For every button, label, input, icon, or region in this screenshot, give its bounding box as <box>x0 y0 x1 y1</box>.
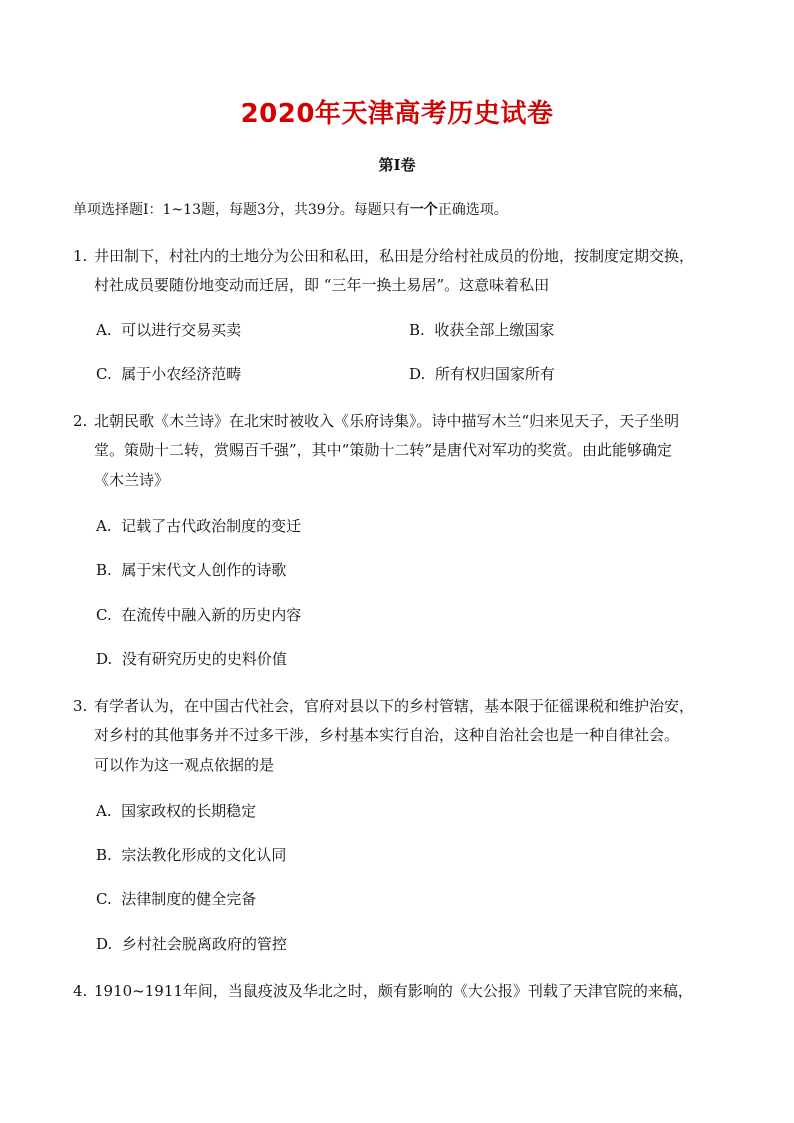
question-number: 3. <box>73 697 88 715</box>
question-number: 2. <box>73 412 88 430</box>
option-label: D. <box>409 365 426 383</box>
option-a[interactable] <box>96 317 241 343</box>
instructions-text-end: 正确选项。 <box>437 202 508 218</box>
option-label: B. <box>96 561 112 579</box>
option-label: A. <box>96 517 112 535</box>
option-text: 在流传中融入新的历史内容 <box>121 606 302 624</box>
option-c[interactable] <box>96 361 241 387</box>
option-label: A. <box>96 321 112 339</box>
option-label: C. <box>96 365 112 383</box>
question-text-line: 对乡村的其他事务并不过多干涉，乡村基本实行自治，这种自治社会也是一种自律社会。 <box>94 726 680 744</box>
instructions-text: 单项选择题I：1~13题，每题3分，共39分。每题只有 <box>73 202 410 218</box>
question-text-line: 堂。策勋十二转，赏赐百千强”，其中“策勋十二转”是唐代对军功的奖赏。由此能够确定 <box>94 441 673 459</box>
option-label: B. <box>96 846 112 864</box>
exam-title: 2020年天津高考历史试卷 <box>240 99 554 129</box>
question-text-line: 北朝民歌《木兰诗》在北宋时被收入《乐府诗集》。诗中描写木兰“归来见天子，天子坐明 <box>94 412 680 430</box>
option-b[interactable] <box>96 557 286 583</box>
option-label: D. <box>96 935 113 953</box>
question-text-line: 1910~1911年间，当鼠疫波及华北之时，颇有影响的《大公报》刊载了天津官院的来稿， <box>94 982 693 1000</box>
option-d[interactable] <box>409 361 555 387</box>
option-a[interactable] <box>96 798 256 824</box>
section-heading: 第I卷 <box>378 156 416 174</box>
option-c[interactable] <box>96 602 301 628</box>
option-label: A. <box>96 802 112 820</box>
option-b[interactable] <box>409 317 554 343</box>
option-text: 没有研究历史的史料价值 <box>121 650 287 668</box>
instructions-emphasis: 一个 <box>409 202 438 218</box>
question-number: 1. <box>73 247 88 265</box>
instructions <box>73 198 508 222</box>
option-text: 属于宋代文人创作的诗歌 <box>121 561 287 579</box>
question-text-line: 可以作为这一观点依据的是 <box>94 756 275 774</box>
option-text: 记载了古代政治制度的变迁 <box>121 517 302 535</box>
question-text-line: 村社成员要随份地变动而迁居，即 “三年一换土易居”。这意味着私田 <box>94 276 550 294</box>
option-c[interactable] <box>96 886 256 912</box>
option-label: D. <box>96 650 113 668</box>
question-text-line: 井田制下，村社内的土地分为公田和私田，私田是分给村社成员的份地，按制度定期交换， <box>94 247 695 265</box>
option-label: B. <box>409 321 425 339</box>
option-text: 所有权归国家所有 <box>434 365 555 383</box>
option-text: 国家政权的长期稳定 <box>121 802 257 820</box>
question-text-line: 有学者认为，在中国古代社会，官府对县以下的乡村管辖，基本限于征徭课税和维护治安， <box>94 697 695 715</box>
option-text: 宗法教化形成的文化认同 <box>121 846 287 864</box>
option-text: 乡村社会脱离政府的管控 <box>121 935 287 953</box>
option-b[interactable] <box>96 842 286 868</box>
option-label: C. <box>96 606 112 624</box>
option-label: C. <box>96 890 112 908</box>
option-d[interactable] <box>96 931 287 957</box>
option-text: 属于小农经济范畴 <box>121 365 242 383</box>
option-text: 收获全部上缴国家 <box>434 321 555 339</box>
question-number: 4. <box>73 982 88 1000</box>
question-text-line: 《木兰诗》 <box>94 471 170 489</box>
option-a[interactable] <box>96 513 301 539</box>
option-d[interactable] <box>96 646 287 672</box>
option-text: 可以进行交易买卖 <box>121 321 242 339</box>
option-text: 法律制度的健全完备 <box>121 890 257 908</box>
